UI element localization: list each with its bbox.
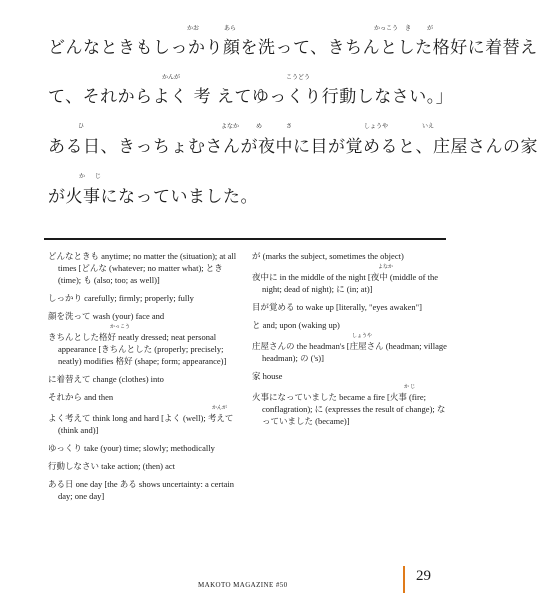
section-divider bbox=[44, 238, 446, 240]
glossary-entry-text: 夜中に in the middle of the night [夜中 (middle of the night; dead of night); に (in; at)] bbox=[252, 272, 439, 294]
glossary-entry: ある日 one day [the ある shows uncertainty: a certain day; one day] bbox=[48, 479, 235, 501]
furigana: しょうや bbox=[364, 123, 389, 130]
glossary-entry: 行動しなさい take action; (then) act bbox=[48, 461, 175, 471]
glossary-entry: ゆっくり take (your) time; slowly; methodically bbox=[48, 443, 215, 453]
glossary-left-column bbox=[48, 250, 248, 508]
glossary-entry bbox=[48, 325, 248, 367]
glossary-furigana: かんが bbox=[212, 406, 228, 411]
glossary-entry bbox=[252, 265, 452, 295]
glossary-entry: どんなときも anytime; no matter the (situation); at all times [どんな (whatever; no matter what); とき (time); も (also; too; as well)] bbox=[48, 251, 237, 285]
glossary-entry-text: 火事になっていました became a fire [火事 (fire; conflagration); に (expresses the result of change); なっていました (became)] bbox=[252, 392, 446, 426]
glossary-entry-text: きちんとした格好 neatly dressed; neat personal appearance [きちんとした (properly; precisely; neatly) modifies 格好 (shape; form; appearance)] bbox=[48, 332, 227, 366]
glossary-entry: が (marks the subject, sometimes the object) bbox=[252, 251, 404, 261]
story-line-2: て、それからよく 考 えてゆっくり行動しなさい。」 bbox=[48, 87, 454, 107]
furigana: が bbox=[427, 25, 434, 32]
glossary-furigana: かっこう bbox=[110, 325, 131, 330]
glossary-furigana: か じ bbox=[404, 385, 416, 390]
furigana: かんが bbox=[162, 74, 181, 81]
glossary-entry: と and; upon (waking up) bbox=[252, 320, 340, 330]
magazine-title: MAKOTO MAGAZINE #50 bbox=[198, 581, 288, 589]
glossary-furigana: しょうや bbox=[352, 334, 373, 339]
furigana: かお bbox=[187, 25, 200, 32]
furigana: あら bbox=[224, 25, 237, 32]
furigana: じ bbox=[95, 173, 102, 180]
glossary-entry bbox=[252, 385, 452, 427]
page-number: 29 bbox=[416, 568, 431, 584]
glossary-entry: しっかり carefully; firmly; properly; fully bbox=[48, 293, 194, 303]
glossary-entry: それから and then bbox=[48, 392, 114, 402]
glossary-entry bbox=[252, 334, 452, 364]
furigana: め bbox=[256, 123, 263, 130]
furigana: ひ bbox=[78, 123, 85, 130]
glossary-furigana: よなか bbox=[378, 265, 394, 270]
glossary-entry bbox=[48, 406, 248, 436]
story-line-4: が火事になっていました。 bbox=[48, 187, 258, 207]
glossary-right-column bbox=[252, 250, 452, 433]
story-line-3: ある日、きっちょむさんが夜中に目が覚めると、庄屋さんの家 bbox=[48, 137, 538, 157]
glossary-entry-text: 庄屋さんの the headman's [庄屋さん (headman; village headman); の ('s)] bbox=[252, 341, 447, 363]
story-line-1: どんなときもしっかり顔を洗って、きちんとした格好に着替え bbox=[48, 38, 538, 58]
furigana: いえ bbox=[422, 123, 435, 130]
furigana: かっこう bbox=[374, 25, 399, 32]
furigana: か bbox=[79, 173, 86, 180]
glossary-entry: 家 house bbox=[252, 371, 283, 381]
footer-accent-bar bbox=[403, 566, 405, 593]
furigana: よなか bbox=[221, 123, 240, 130]
furigana: き bbox=[405, 25, 412, 32]
glossary-entry-text: よく考えて think long and hard [よく (well); 考えて (think and)] bbox=[48, 413, 234, 435]
glossary-entry: 目が覚める to wake up [literally, "eyes awaken"] bbox=[252, 302, 422, 312]
furigana: こうどう bbox=[286, 74, 311, 81]
furigana: さ bbox=[286, 123, 293, 130]
glossary-entry: 顔を洗って wash (your) face and bbox=[48, 311, 165, 321]
glossary-entry: に着替えて change (clothes) into bbox=[48, 374, 164, 384]
